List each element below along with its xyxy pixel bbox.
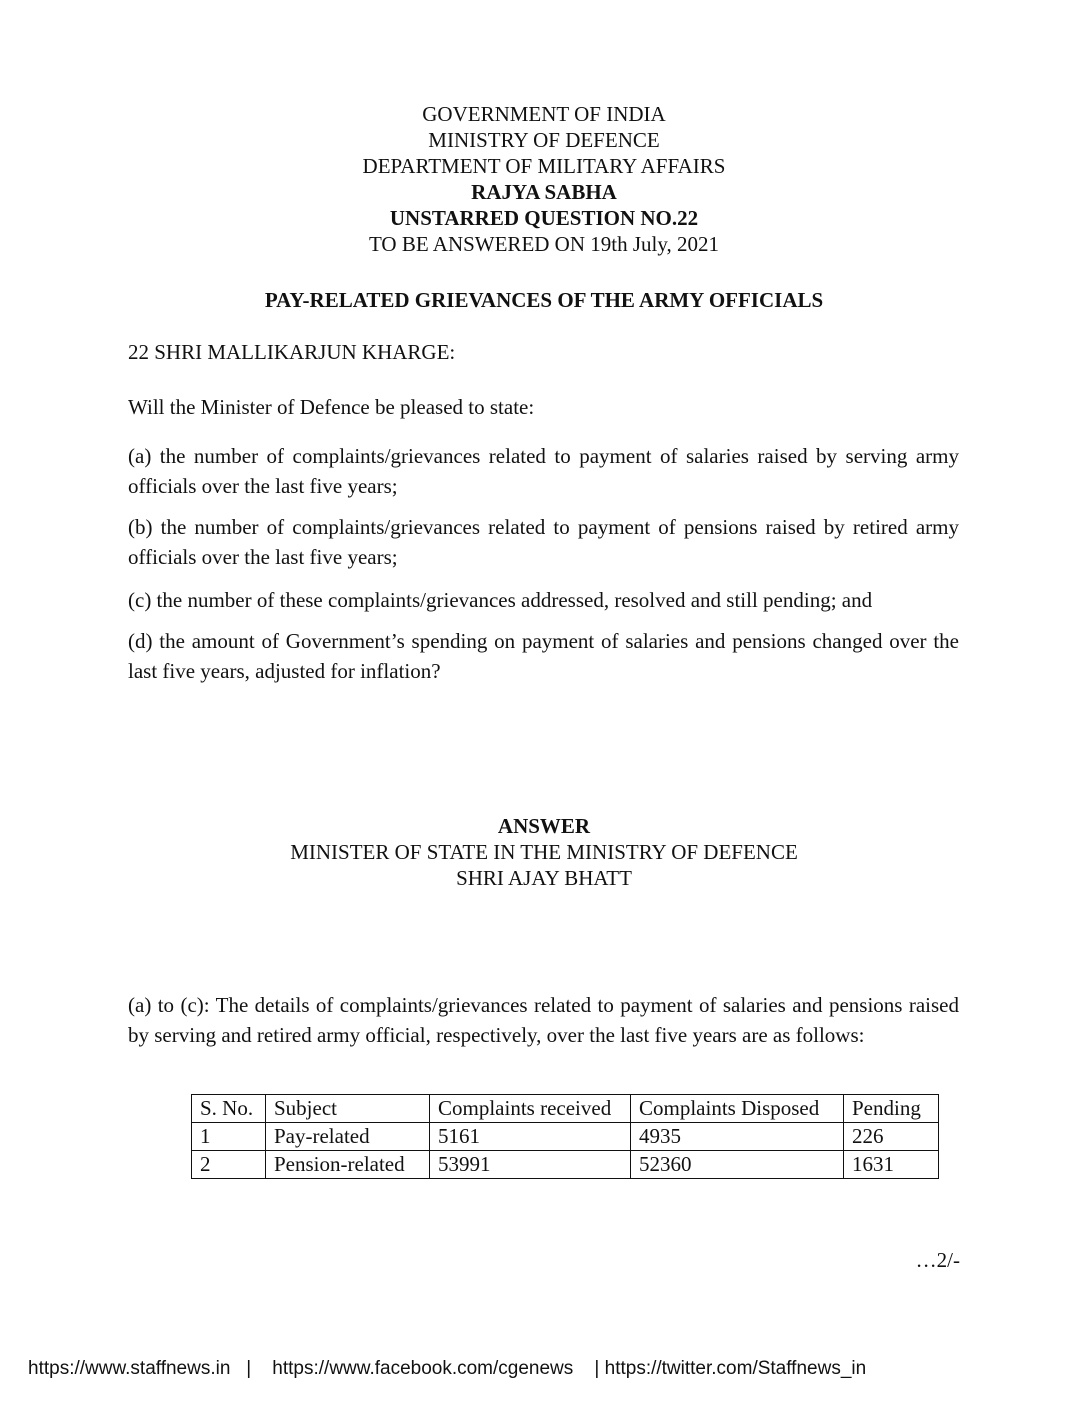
cell-subject: Pension-related xyxy=(266,1151,430,1179)
footer-link-website[interactable]: https://www.staffnews.in xyxy=(28,1358,231,1379)
cell-disposed: 4935 xyxy=(631,1123,844,1151)
document-header xyxy=(0,101,1088,257)
cell-sno: 1 xyxy=(192,1123,266,1151)
cell-received: 5161 xyxy=(430,1123,631,1151)
cell-pending: 1631 xyxy=(844,1151,939,1179)
header-cell-subject: Subject xyxy=(266,1095,430,1123)
grievances-table xyxy=(191,1094,939,1179)
header-cell-disposed: Complaints Disposed xyxy=(631,1095,844,1123)
page-continuation: …2/- xyxy=(915,1248,960,1272)
cell-received: 53991 xyxy=(430,1151,631,1179)
header-government: GOVERNMENT OF INDIA xyxy=(422,102,666,126)
header-cell-received: Complaints received xyxy=(430,1095,631,1123)
header-cell-sno: S. No. xyxy=(192,1095,266,1123)
table-header-row xyxy=(192,1095,939,1123)
question-intro: Will the Minister of Defence be pleased to state: xyxy=(128,395,535,419)
answer-minister-title: MINISTER OF STATE IN THE MINISTRY OF DEFENCE xyxy=(290,840,798,864)
answer-block xyxy=(0,813,1088,891)
question-part-c: (c) the number of these complaints/grievances addressed, resolved and still pending; and xyxy=(128,588,873,612)
answer-heading: ANSWER xyxy=(497,814,591,838)
answer-text: (a) to (c): The details of complaints/grievances related to payment of salaries and pensions raised by serving and retired army official, respectively, over the last five years are as follows: xyxy=(128,993,959,1047)
header-ministry: MINISTRY OF DEFENCE xyxy=(428,128,660,152)
question-part-a: (a) the number of complaints/grievances related to payment of salaries raised by serving army officials over the last five years; xyxy=(128,444,959,498)
cell-disposed: 52360 xyxy=(631,1151,844,1179)
cell-subject: Pay-related xyxy=(266,1123,430,1151)
question-asker: 22 SHRI MALLIKARJUN KHARGE: xyxy=(128,340,456,364)
question-part-b: (b) the number of complaints/grievances related to payment of pensions raised by retired army officials over the last five years; xyxy=(128,515,959,569)
header-answer-date: TO BE ANSWERED ON 19th July, 2021 xyxy=(368,232,719,256)
cell-pending: 226 xyxy=(844,1123,939,1151)
header-house: RAJYA SABHA xyxy=(471,180,617,204)
header-cell-pending: Pending xyxy=(844,1095,939,1123)
document-title: PAY-RELATED GRIEVANCES OF THE ARMY OFFICIALS xyxy=(264,288,824,312)
question-part-d: (d) the amount of Government’s spending on payment of salaries and pensions changed over the last five years, adjusted for inflation? xyxy=(128,629,959,683)
footer-link-twitter[interactable]: https://twitter.com/Staffnews_in xyxy=(604,1358,867,1379)
header-question-number: UNSTARRED QUESTION NO.22 xyxy=(389,206,699,230)
cell-sno: 2 xyxy=(192,1151,266,1179)
table-row xyxy=(192,1151,939,1179)
header-department: DEPARTMENT OF MILITARY AFFAIRS xyxy=(362,154,726,178)
answer-minister-name: SHRI AJAY BHATT xyxy=(456,866,632,890)
footer-link-facebook[interactable]: https://www.facebook.com/cgenews xyxy=(272,1358,574,1379)
footer-links: https://www.staffnews.in | https://www.facebook.com/cgenews | https://twitter.com/Staffnews_in xyxy=(28,1358,867,1379)
table-row xyxy=(192,1123,939,1151)
